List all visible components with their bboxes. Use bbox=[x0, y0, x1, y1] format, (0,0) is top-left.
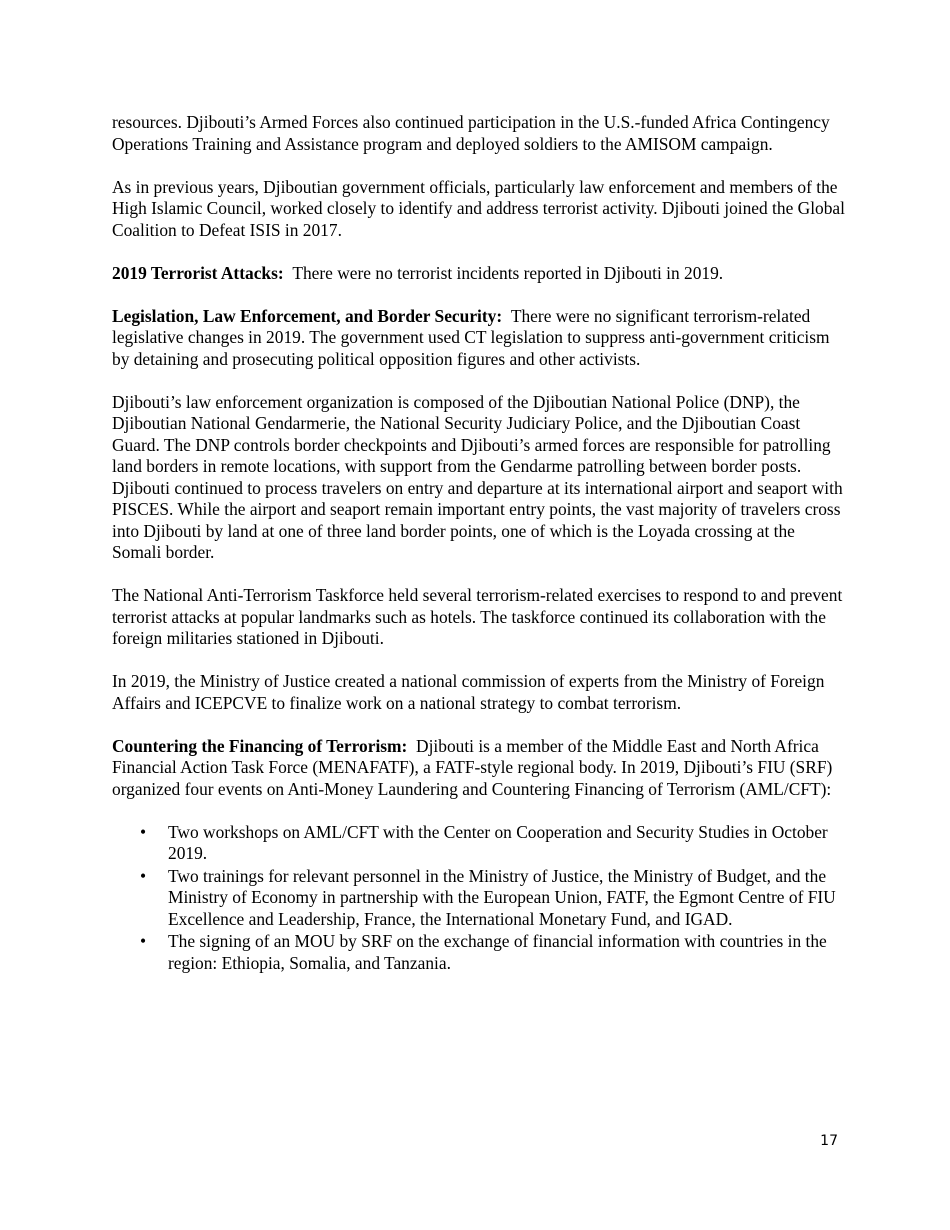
paragraph-text: resources. Djibouti’s Armed Forces also continued participation in the U.S.-funded Africa Contingency Operations Training and Assistance program and deployed soldiers to the AMISOM campaign. bbox=[112, 112, 830, 154]
events-bullet-list bbox=[112, 822, 847, 975]
document-page bbox=[112, 112, 847, 975]
paragraph-text: There were no significant terrorism-related legislative changes in 2019. The government used CT legislation to suppress anti-government criticism by detaining and prosecuting political opposition figures and other activists. bbox=[112, 305, 830, 369]
paragraph-law-enforcement bbox=[112, 392, 847, 564]
paragraph-text: There were no terrorist incidents reported in Djibouti in 2019. bbox=[292, 262, 724, 283]
list-item bbox=[140, 931, 847, 974]
paragraph-text: The National Anti-Terrorism Taskforce held several terrorism-related exercises to respond to and prevent terrorist attacks at popular landmarks such as hotels. The taskforce continued its collaboration with the foreign militaries stationed in Djibouti. bbox=[112, 585, 843, 648]
section-heading-terrorist-attacks: 2019 Terrorist Attacks: bbox=[112, 262, 284, 283]
paragraph-ministry-justice bbox=[112, 671, 847, 714]
list-item-text: Two workshops on AML/CFT with the Center on Cooperation and Security Studies in October 2019. bbox=[168, 821, 828, 863]
bullet-icon: • bbox=[140, 865, 147, 886]
section-heading-legislation: Legislation, Law Enforcement, and Border Security: bbox=[112, 305, 503, 326]
paragraph-text: Djibouti is a member of the Middle East and North Africa Financial Action Task Force (MENAFATF), a FATF-style regional body. In 2019, Djibouti’s FIU (SRF) organized four events on Anti-Money Laundering and Countering Financing of Terrorism (AML/CFT): bbox=[112, 735, 833, 799]
page-number: 17 bbox=[820, 1133, 838, 1149]
paragraph-armed-forces bbox=[112, 112, 847, 155]
paragraph-officials bbox=[112, 177, 847, 242]
list-item-text: Two trainings for relevant personnel in the Ministry of Justice, the Ministry of Budget, and the Ministry of Economy in partnership with the European Union, FATF, the Egmont Centre of FIU Excellence and Leadership, France, the International Monetary Fund, and IGAD. bbox=[168, 865, 836, 929]
section-heading-financing: Countering the Financing of Terrorism: bbox=[112, 735, 408, 756]
paragraph-text: Djibouti’s law enforcement organization is composed of the Djiboutian National Police (DNP), the Djiboutian National Gendarmerie, the National Security Judiciary Police, and the Djiboutian Coast Guard. The DNP controls border checkpoints and Djibouti’s armed forces are responsible for patrolling land borders in remote locations, with support from the Gendarme patrolling between border posts. Djibouti continued to process travelers on entry and departure at its international airport and seaport with PISCES. While the airport and seaport remain important entry points, the vast majority of travelers cross into Djibouti by land at one of three land border points, one of which is the Loyada crossing at the Somali border. bbox=[112, 391, 843, 562]
paragraph-financing bbox=[112, 736, 847, 801]
list-item bbox=[140, 821, 847, 865]
list-item-text: The signing of an MOU by SRF on the exchange of financial information with countries in the region: Ethiopia, Somalia, and Tanzania. bbox=[168, 931, 827, 973]
bullet-icon: • bbox=[140, 821, 147, 842]
paragraph-text: As in previous years, Djiboutian government officials, particularly law enforcement and members of the High Islamic Council, worked closely to identify and address terrorist activity. Djibouti joined the Global Coalition to Defeat ISIS in 2017. bbox=[112, 176, 845, 240]
bullet-icon: • bbox=[140, 931, 147, 951]
paragraph-terrorist-attacks bbox=[112, 263, 847, 285]
paragraph-text: In 2019, the Ministry of Justice created a national commission of experts from the Ministry of Foreign Affairs and ICEPCVE to finalize work on a national strategy to combat terrorism. bbox=[112, 671, 825, 713]
paragraph-taskforce bbox=[112, 585, 847, 650]
list-item bbox=[140, 865, 847, 931]
paragraph-legislation bbox=[112, 306, 847, 371]
